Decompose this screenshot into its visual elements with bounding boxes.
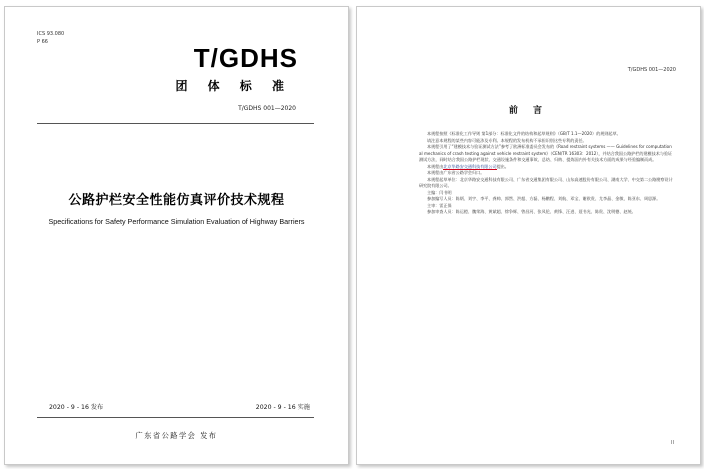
standard-number: T/GDHS 001—2020 xyxy=(238,105,296,112)
title-chinese: 公路护栏安全性能仿真评价技术规程 xyxy=(68,193,285,208)
highlighted-company: 北京华路安交通科技有限公司 xyxy=(443,163,497,169)
page-number: II xyxy=(671,440,674,446)
foreword-paragraph: 主审：雷正保 xyxy=(427,202,452,208)
top-divider xyxy=(37,123,314,124)
standard-type: 团 体 标 准 xyxy=(175,79,292,93)
implement-date: 2020 - 9 - 16 实施 xyxy=(255,404,310,411)
bottom-divider xyxy=(37,417,314,418)
foreword-paragraph: 本规程引用了“建模技术与验证测试方法”参考了欧洲标准委员会发布的《Road restraint systems —— Guidelines for computational mechanics of crash testing against vehicle restraint system》（CEN/TR 16303：2012），并结合我国公路护栏的建模技术与验证测试方法，同时结合我国公路护栏现状、交通设施条件和交通事故、总结、归纳、提炼国内外有关技术方面的成果与经验编制而成。 xyxy=(419,144,673,162)
publish-date: 2020 - 9 - 16 发布 xyxy=(49,404,104,411)
foreword-heading: 前 言 xyxy=(508,106,549,116)
foreword-paragraph: 参加审查人员：陈运橙、魏荣海、黄斌超、徐争辉、曾昌河、张凤伦、黄锋、汪进、聂书光、陈贵、沈明德、赵统。 xyxy=(427,209,636,214)
foreword-paragraph: 本规程起草单位：北京华路安交通科技有限公司、广东省交通集团有限公司、山东高速股份有限公司、湖南大学、中交第二公路勘察设计研究院有限公司。 xyxy=(419,176,673,188)
title-english: Specifications for Safety Performance Simulation Evaluation of Highway Barriers xyxy=(48,217,305,226)
publisher: 广东省公路学会 发布 xyxy=(135,431,218,440)
proposer-suffix: 提出。 xyxy=(496,163,509,169)
foreword-paragraph: 请注意本规程的某些内容可能涉及专利。本规程的发布机构不承担识别这些专利的责任。 xyxy=(427,137,587,143)
foreword-paragraph: 本规程按照《标准化工作导则 第1部分：标准化文件的结构和起草规则》（GB/T 1.1—2020）的规则起草。 xyxy=(427,131,621,136)
foreword-page xyxy=(356,6,701,465)
standard-brand: T/GDHS xyxy=(193,43,298,73)
p-code: P 66 xyxy=(37,39,48,45)
foreword-paragraph: 参加编写人员：陈炳、刘宇、李平、龚帅、郭然、洪超、方磊、杨鹏程、刘航、邓宝、谢欧贵、尤李晶、金敏、陈亚东、周思源。 xyxy=(427,196,661,201)
foreword-body xyxy=(419,131,673,216)
foreword-paragraph: 本规程由广东省公路学会归口。 xyxy=(427,170,485,175)
proposer-prefix: 本规程由 xyxy=(427,163,444,169)
cover-page xyxy=(4,6,349,465)
foreword-paragraph: 主编：闫书明 xyxy=(427,189,452,195)
header-standard-number: T/GDHS 001—2020 xyxy=(627,67,676,73)
ics-code: ICS 93.080 xyxy=(37,31,65,37)
